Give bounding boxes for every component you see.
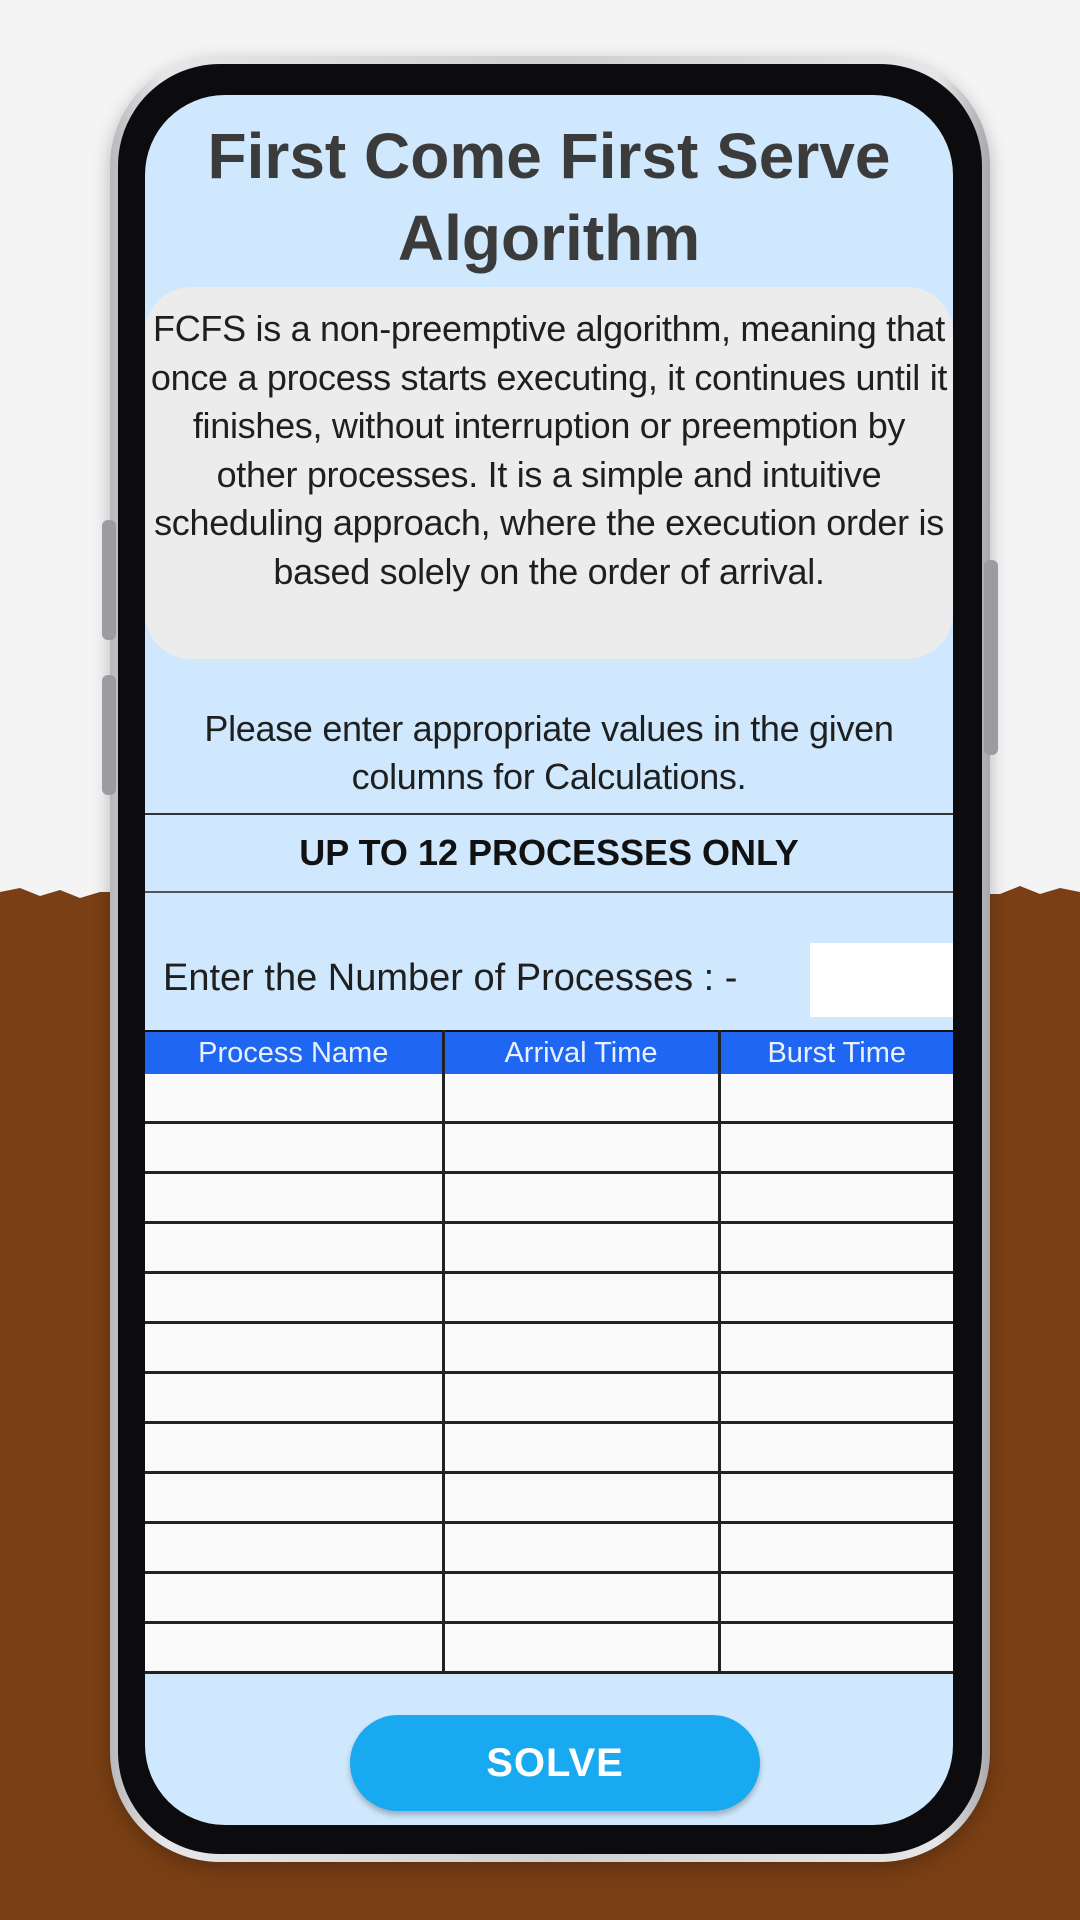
table-cell [145,1373,443,1423]
column-header-process-name: Process Name [145,1031,443,1074]
table-row [145,1573,953,1623]
burst-time-field[interactable] [721,1524,954,1571]
table-cell [443,1323,719,1373]
table-cell [145,1074,443,1123]
table-cell [719,1123,953,1173]
table-cell [719,1373,953,1423]
arrival-time-field[interactable] [445,1374,718,1421]
table-cell [443,1123,719,1173]
table-row [145,1623,953,1673]
burst-time-field[interactable] [721,1474,954,1521]
table-cell [145,1423,443,1473]
table-row [145,1273,953,1323]
process-name-field[interactable] [145,1224,442,1271]
burst-time-field[interactable] [721,1124,954,1171]
table-cell [719,1423,953,1473]
process-count-label: Enter the Number of Processes : - [163,957,738,999]
arrival-time-field[interactable] [445,1174,718,1221]
volume-up-button [102,520,116,640]
process-limit-notice: UP TO 12 PROCESSES ONLY [145,813,953,893]
table-cell [145,1323,443,1373]
table-cell [443,1173,719,1223]
process-name-field[interactable] [145,1574,442,1621]
table-cell [719,1573,953,1623]
solve-button[interactable]: SOLVE [350,1715,760,1811]
arrival-time-field[interactable] [445,1524,718,1571]
table-cell [145,1473,443,1523]
table-row [145,1473,953,1523]
table-cell [719,1173,953,1223]
table-cell [145,1273,443,1323]
table-cell [443,1273,719,1323]
process-table [145,1030,953,1674]
page-title: First Come First Serve Algorithm [207,120,891,274]
process-name-field[interactable] [145,1324,442,1371]
burst-time-field[interactable] [721,1224,954,1271]
burst-time-field[interactable] [721,1374,954,1421]
burst-time-field[interactable] [721,1574,954,1621]
table-row [145,1223,953,1273]
burst-time-field[interactable] [721,1624,954,1671]
arrival-time-field[interactable] [445,1474,718,1521]
arrival-time-field[interactable] [445,1424,718,1471]
table-cell [145,1623,443,1673]
table-cell [145,1523,443,1573]
table-header-row [145,1031,953,1074]
table-row [145,1074,953,1123]
burst-time-field[interactable] [721,1424,954,1471]
process-name-field[interactable] [145,1074,442,1121]
burst-time-field[interactable] [721,1274,954,1321]
table-row [145,1423,953,1473]
process-name-field[interactable] [145,1524,442,1571]
burst-time-field[interactable] [721,1174,954,1221]
app-screen [145,95,953,1825]
burst-time-field[interactable] [721,1324,954,1371]
process-name-field[interactable] [145,1374,442,1421]
table-row [145,1323,953,1373]
process-name-field[interactable] [145,1624,442,1671]
table-cell [719,1473,953,1523]
arrival-time-field[interactable] [445,1124,718,1171]
arrival-time-field[interactable] [445,1224,718,1271]
table-cell [443,1223,719,1273]
table-row [145,1523,953,1573]
arrival-time-field[interactable] [445,1074,718,1121]
table-row [145,1123,953,1173]
process-name-field[interactable] [145,1124,442,1171]
table-cell [719,1273,953,1323]
process-count-input[interactable] [810,943,953,1017]
column-header-arrival-time: Arrival Time [443,1031,719,1074]
arrival-time-field[interactable] [445,1624,718,1671]
power-button [984,560,998,755]
process-name-field[interactable] [145,1474,442,1521]
process-name-field[interactable] [145,1174,442,1221]
algorithm-description: FCFS is a non-preemptive algorithm, meaning that once a process starts executing, it continues until it finishes, without interruption or preemption by other processes. It is a simple and intuitive scheduling approach, where the execution order is based solely on the order of arrival. [145,287,953,659]
table-cell [145,1223,443,1273]
arrival-time-field[interactable] [445,1574,718,1621]
column-header-burst-time: Burst Time [719,1031,953,1074]
table-cell [719,1523,953,1573]
table-cell [719,1623,953,1673]
table-cell [719,1074,953,1123]
table-cell [145,1123,443,1173]
table-cell [145,1573,443,1623]
table-cell [443,1423,719,1473]
table-cell [443,1623,719,1673]
instruction-text: Please enter appropriate values in the given columns for Calculations. [204,708,894,797]
table-cell [443,1074,719,1123]
process-name-field[interactable] [145,1274,442,1321]
table-row [145,1373,953,1423]
burst-time-field[interactable] [721,1074,954,1121]
table-cell [145,1173,443,1223]
table-cell [443,1523,719,1573]
arrival-time-field[interactable] [445,1324,718,1371]
table-cell [443,1373,719,1423]
table-cell [443,1573,719,1623]
table-cell [719,1323,953,1373]
table-row [145,1173,953,1223]
process-name-field[interactable] [145,1424,442,1471]
table-cell [443,1473,719,1523]
volume-down-button [102,675,116,795]
arrival-time-field[interactable] [445,1274,718,1321]
table-cell [719,1223,953,1273]
